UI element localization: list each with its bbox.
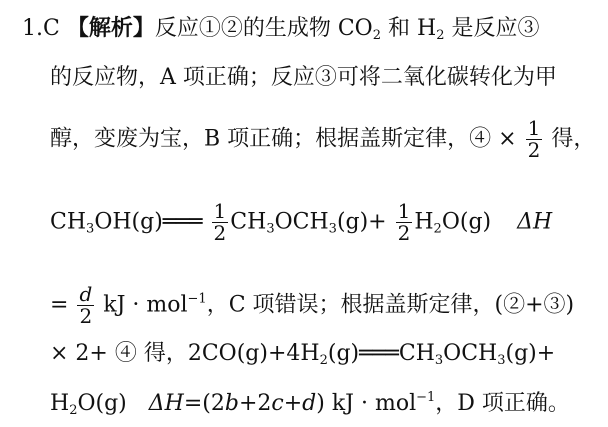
equation-arrow: ═══ <box>162 209 203 235</box>
subscript: 3 <box>328 221 337 237</box>
subscript: 3 <box>266 221 275 237</box>
numerator: 1 <box>213 199 227 223</box>
text: OH(g) <box>94 209 163 235</box>
text: + <box>283 391 303 416</box>
text: 得， <box>551 126 596 152</box>
text: ) kJ · mol <box>316 391 417 416</box>
numerator: 1 <box>527 116 541 140</box>
numerator: d <box>79 282 93 306</box>
line-4-equation <box>50 201 552 244</box>
numerator: 1 <box>397 199 411 223</box>
text: (g)+ <box>336 209 387 235</box>
subscript: 2 <box>433 221 442 237</box>
text: OCH <box>274 209 329 235</box>
text: =(2 <box>183 391 225 416</box>
line-2 <box>50 64 557 92</box>
line-6 <box>50 340 555 375</box>
line-3 <box>50 118 595 161</box>
text: +2 <box>238 391 272 416</box>
subscript: 2 <box>69 403 78 418</box>
question-number: 1. <box>22 16 43 41</box>
text: 和 H <box>381 16 437 41</box>
text: 反应①②的生成物 CO <box>154 16 373 41</box>
var-b: b <box>224 391 239 416</box>
text: = <box>50 292 69 318</box>
delta-h: ΔH <box>517 209 553 235</box>
var-d: d <box>302 391 317 416</box>
text: O(g) <box>441 209 492 235</box>
equation-arrow: ═══ <box>359 341 399 366</box>
superscript: −1 <box>416 390 436 405</box>
text: 醇，变废为宝，B 项正确；根据盖斯定律，④ × <box>50 126 517 152</box>
fraction-d-half <box>77 284 94 327</box>
text: (g) <box>327 341 360 366</box>
superscript: −1 <box>187 291 207 307</box>
denominator: 2 <box>397 221 411 245</box>
text: H <box>414 209 434 235</box>
text: 是反应③ <box>444 16 540 41</box>
denominator: 2 <box>79 304 93 328</box>
text: CH <box>50 209 87 235</box>
denominator: 2 <box>213 221 227 245</box>
line-5 <box>50 284 574 327</box>
text: ，C 项错误；根据盖斯定律，(②+③) <box>206 292 575 318</box>
answer-choice: C <box>43 16 60 41</box>
subscript: 2 <box>372 28 382 43</box>
text: × 2+ ④ 得，2CO(g)+4H <box>50 341 320 366</box>
analysis-tag: 【解析】 <box>66 15 155 41</box>
line-1 <box>22 14 539 50</box>
text: O(g) <box>77 391 127 416</box>
text: ，D 项正确。 <box>435 391 570 416</box>
denominator: 2 <box>527 138 541 162</box>
delta-h: ΔH <box>148 391 184 416</box>
text: (g)+ <box>505 341 556 366</box>
subscript: 3 <box>434 353 444 368</box>
fraction-one-half <box>396 201 413 244</box>
line-7 <box>50 384 570 425</box>
subscript: 3 <box>86 221 95 237</box>
text: CH <box>230 209 267 235</box>
text: OCH <box>443 341 498 366</box>
text: H <box>50 391 70 416</box>
text: CH <box>398 341 435 366</box>
text: 的反应物，A 项正确；反应③可将二氧化碳转化为甲 <box>50 65 557 90</box>
subscript: 3 <box>497 353 506 368</box>
subscript: 2 <box>436 28 445 43</box>
fraction-one-half <box>212 201 229 244</box>
var-c: c <box>271 391 284 416</box>
text: kJ · mol <box>96 292 188 318</box>
subscript: 2 <box>319 353 328 368</box>
fraction-one-half <box>526 118 543 161</box>
